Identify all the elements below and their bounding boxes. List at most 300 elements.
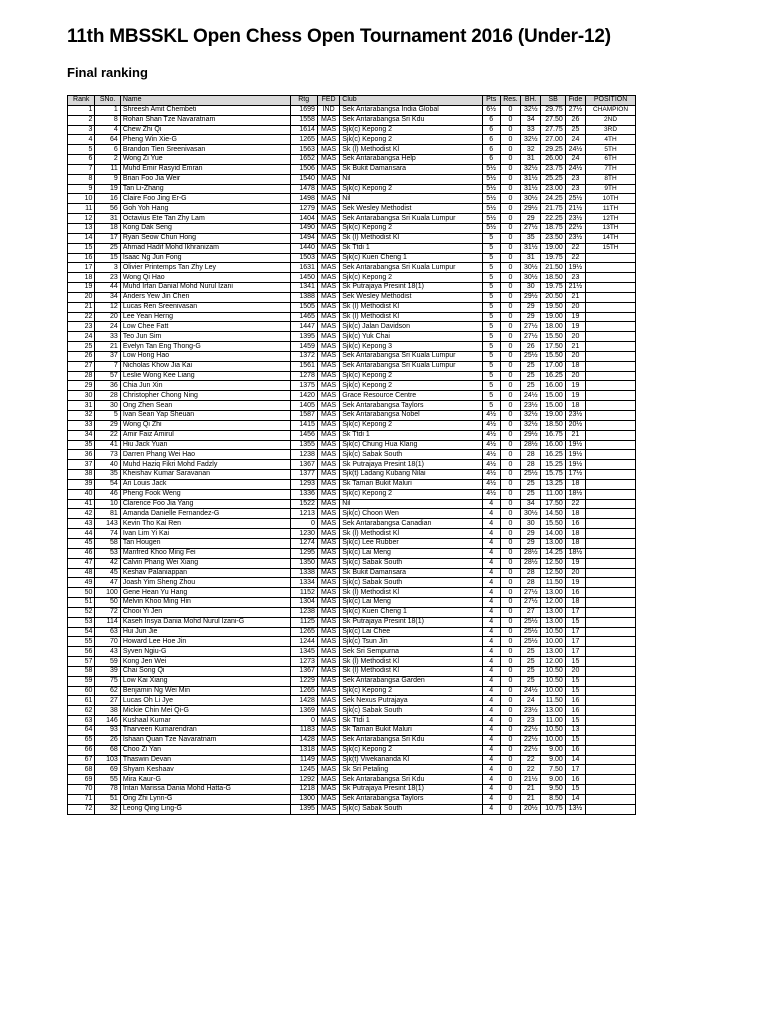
cell-position: 14TH: [586, 233, 636, 243]
cell-fide: 25: [565, 125, 585, 135]
cell-rank: 54: [68, 627, 95, 637]
table-row: [68, 794, 636, 804]
cell-rank: 45: [68, 538, 95, 548]
cell-rtg: 1336: [290, 489, 317, 499]
cell-club: Sjk(c) Kepong 2: [340, 273, 482, 283]
cell-bh: 25: [521, 361, 541, 371]
cell-res: 0: [500, 450, 520, 460]
cell-sb: 23.75: [541, 164, 565, 174]
cell-pts: 5½: [482, 194, 500, 204]
cell-sno: 33: [95, 332, 120, 342]
cell-bh: 24½: [521, 391, 541, 401]
cell-pts: 4: [482, 755, 500, 765]
cell-sb: 16.00: [541, 381, 565, 391]
cell-name: Tan Li-Zhang: [120, 184, 290, 194]
cell-bh: 25½: [521, 637, 541, 647]
table-row: [68, 804, 636, 814]
cell-pts: 4: [482, 499, 500, 509]
table-row: [68, 174, 636, 184]
cell-bh: 23½: [521, 706, 541, 716]
cell-sno: 68: [95, 745, 120, 755]
cell-rtg: 1338: [290, 568, 317, 578]
cell-club: Nil: [340, 194, 482, 204]
cell-bh: 27: [521, 607, 541, 617]
table-row: [68, 450, 636, 460]
cell-sno: 73: [95, 450, 120, 460]
cell-res: 0: [500, 155, 520, 165]
cell-fide: 17: [565, 607, 585, 617]
cell-res: 0: [500, 233, 520, 243]
cell-position: 8TH: [586, 174, 636, 184]
cell-pts: 4: [482, 794, 500, 804]
cell-sno: 47: [95, 578, 120, 588]
cell-sb: 16.00: [541, 440, 565, 450]
cell-bh: 30½: [521, 263, 541, 273]
table-row: [68, 361, 636, 371]
table-row: [68, 253, 636, 263]
cell-res: 0: [500, 598, 520, 608]
cell-rtg: 1293: [290, 479, 317, 489]
cell-position: [586, 519, 636, 529]
cell-fed: MAS: [317, 194, 339, 204]
cell-position: [586, 696, 636, 706]
cell-rtg: 1405: [290, 401, 317, 411]
cell-club: Sjk(c) Sabak South: [340, 578, 482, 588]
table-row: [68, 558, 636, 568]
cell-pts: 4: [482, 529, 500, 539]
cell-sb: 11.50: [541, 578, 565, 588]
cell-fide: 16: [565, 696, 585, 706]
cell-bh: 25½: [521, 470, 541, 480]
cell-club: Sjk(c) Chung Hua Klang: [340, 440, 482, 450]
cell-sb: 22.25: [541, 214, 565, 224]
cell-bh: 24½: [521, 686, 541, 696]
cell-pts: 5: [482, 302, 500, 312]
cell-rtg: 1244: [290, 637, 317, 647]
cell-name: Manfred Khoo Ming Fei: [120, 548, 290, 558]
cell-position: [586, 371, 636, 381]
cell-rank: 13: [68, 223, 95, 233]
cell-position: [586, 450, 636, 460]
cell-sno: 4: [95, 125, 120, 135]
cell-name: Clarence Foo Jia Yang: [120, 499, 290, 509]
cell-name: Isaac Ng Jun Fong: [120, 253, 290, 263]
col-header-sno: SNo.: [95, 96, 120, 106]
table-row: [68, 726, 636, 736]
table-row: [68, 223, 636, 233]
cell-club: Sek Antarabangsa Canadian: [340, 519, 482, 529]
cell-name: Brandon Tien Sreenivasan: [120, 145, 290, 155]
cell-bh: 31: [521, 155, 541, 165]
cell-rtg: 1274: [290, 538, 317, 548]
cell-rank: 7: [68, 164, 95, 174]
cell-rtg: 1367: [290, 460, 317, 470]
cell-pts: 5: [482, 292, 500, 302]
cell-position: [586, 460, 636, 470]
cell-rtg: 1505: [290, 302, 317, 312]
cell-bh: 22: [521, 765, 541, 775]
cell-pts: 4: [482, 607, 500, 617]
cell-fed: MAS: [317, 164, 339, 174]
cell-fed: MAS: [317, 696, 339, 706]
cell-name: Ishaan Quan Tze Navaratnam: [120, 735, 290, 745]
cell-fed: MAS: [317, 755, 339, 765]
cell-pts: 4: [482, 568, 500, 578]
cell-position: 7TH: [586, 164, 636, 174]
cell-rank: 50: [68, 588, 95, 598]
cell-res: 0: [500, 332, 520, 342]
cell-fed: MAS: [317, 588, 339, 598]
cell-pts: 5: [482, 391, 500, 401]
cell-sb: 12.00: [541, 598, 565, 608]
cell-pts: 5: [482, 243, 500, 253]
cell-name: Lucas Ren Sreenivasan: [120, 302, 290, 312]
table-row: [68, 184, 636, 194]
cell-res: 0: [500, 273, 520, 283]
cell-bh: 28½: [521, 440, 541, 450]
cell-rtg: 1404: [290, 214, 317, 224]
cell-fed: MAS: [317, 568, 339, 578]
cell-sb: 9.00: [541, 775, 565, 785]
cell-rank: 20: [68, 292, 95, 302]
cell-res: 0: [500, 115, 520, 125]
cell-club: Sjk(c) Kuen Cheng 1: [340, 607, 482, 617]
cell-fide: 19: [565, 578, 585, 588]
cell-fed: MAS: [317, 273, 339, 283]
cell-rtg: 1265: [290, 135, 317, 145]
cell-sb: 11.50: [541, 696, 565, 706]
cell-sno: 35: [95, 470, 120, 480]
cell-name: Goh Yoh Hang: [120, 204, 290, 214]
cell-sb: 19.00: [541, 411, 565, 421]
cell-sno: 17: [95, 233, 120, 243]
cell-fide: 22½: [565, 223, 585, 233]
cell-pts: 5: [482, 351, 500, 361]
cell-name: Kong Jen Wei: [120, 657, 290, 667]
cell-pts: 5: [482, 312, 500, 322]
cell-rank: 60: [68, 686, 95, 696]
cell-name: Kheishav Kumar Saravanan: [120, 470, 290, 480]
table-header-row: [68, 96, 636, 106]
cell-fide: 16: [565, 745, 585, 755]
cell-fed: MAS: [317, 558, 339, 568]
cell-rank: 29: [68, 381, 95, 391]
cell-club: Sjk(c) Sabak South: [340, 558, 482, 568]
cell-bh: 27½: [521, 322, 541, 332]
cell-rank: 8: [68, 174, 95, 184]
cell-name: Pheng Fook Weng: [120, 489, 290, 499]
cell-rank: 23: [68, 322, 95, 332]
cell-fide: 16: [565, 588, 585, 598]
col-header-rtg: Rtg: [290, 96, 317, 106]
cell-res: 0: [500, 460, 520, 470]
table-row: [68, 686, 636, 696]
cell-res: 0: [500, 647, 520, 657]
cell-res: 0: [500, 617, 520, 627]
table-row: [68, 155, 636, 165]
cell-fed: MAS: [317, 351, 339, 361]
col-header-name: Name: [120, 96, 290, 106]
cell-fide: 18: [565, 401, 585, 411]
cell-rank: 61: [68, 696, 95, 706]
cell-club: Sek Antarabangsa Sri Kuala Lumpur: [340, 263, 482, 273]
cell-name: Keshav Palaniappan: [120, 568, 290, 578]
cell-pts: 5: [482, 342, 500, 352]
table-row: [68, 696, 636, 706]
cell-bh: 29: [521, 529, 541, 539]
cell-bh: 27½: [521, 332, 541, 342]
cell-fed: MAS: [317, 125, 339, 135]
cell-rank: 18: [68, 273, 95, 283]
cell-name: Darren Phang Wei Hao: [120, 450, 290, 460]
cell-club: Sek Antarabangsa Sri Kdu: [340, 115, 482, 125]
cell-club: Sek Antarabangsa India Global: [340, 105, 482, 115]
cell-res: 0: [500, 292, 520, 302]
cell-sno: 18: [95, 223, 120, 233]
cell-sno: 56: [95, 204, 120, 214]
cell-fide: 23: [565, 273, 585, 283]
cell-fide: 16: [565, 775, 585, 785]
cell-bh: 24: [521, 696, 541, 706]
cell-bh: 32½: [521, 135, 541, 145]
cell-rank: 52: [68, 607, 95, 617]
cell-res: 0: [500, 607, 520, 617]
cell-position: [586, 538, 636, 548]
cell-club: Nil: [340, 174, 482, 184]
cell-position: [586, 588, 636, 598]
cell-club: Sk (l) Methodist Kl: [340, 302, 482, 312]
cell-bh: 28: [521, 460, 541, 470]
cell-res: 0: [500, 726, 520, 736]
cell-position: [586, 479, 636, 489]
table-row: [68, 598, 636, 608]
cell-fide: 13½: [565, 804, 585, 814]
table-row: [68, 233, 636, 243]
cell-sb: 13.00: [541, 617, 565, 627]
table-row: [68, 568, 636, 578]
cell-sb: 20.50: [541, 292, 565, 302]
table-row: [68, 411, 636, 421]
cell-name: Wong Qi Hao: [120, 273, 290, 283]
cell-bh: 25: [521, 489, 541, 499]
cell-res: 0: [500, 735, 520, 745]
cell-res: 0: [500, 351, 520, 361]
cell-bh: 34: [521, 499, 541, 509]
cell-pts: 5½: [482, 164, 500, 174]
cell-bh: 22½: [521, 745, 541, 755]
ranking-table: [67, 95, 636, 815]
cell-sno: 7: [95, 361, 120, 371]
cell-res: 0: [500, 755, 520, 765]
cell-name: Tan Hougen: [120, 538, 290, 548]
cell-res: 0: [500, 401, 520, 411]
cell-fed: MAS: [317, 637, 339, 647]
cell-fide: 20: [565, 371, 585, 381]
cell-position: [586, 647, 636, 657]
cell-sno: 24: [95, 322, 120, 332]
cell-fide: 19½: [565, 450, 585, 460]
cell-bh: 25: [521, 381, 541, 391]
cell-fed: MAS: [317, 479, 339, 489]
cell-bh: 30: [521, 519, 541, 529]
cell-fed: MAS: [317, 657, 339, 667]
table-row: [68, 322, 636, 332]
cell-rtg: 1152: [290, 588, 317, 598]
table-row: [68, 135, 636, 145]
cell-sno: 40: [95, 460, 120, 470]
cell-bh: 31½: [521, 184, 541, 194]
cell-sno: 2: [95, 155, 120, 165]
cell-res: 0: [500, 204, 520, 214]
cell-sno: 78: [95, 785, 120, 795]
cell-sno: 23: [95, 273, 120, 283]
cell-position: [586, 381, 636, 391]
cell-rank: 62: [68, 706, 95, 716]
cell-sno: 51: [95, 794, 120, 804]
cell-fed: MAS: [317, 253, 339, 263]
cell-rank: 56: [68, 647, 95, 657]
cell-res: 0: [500, 765, 520, 775]
cell-res: 0: [500, 538, 520, 548]
cell-sno: 38: [95, 706, 120, 716]
table-row: [68, 440, 636, 450]
cell-pts: 4½: [482, 430, 500, 440]
cell-position: [586, 529, 636, 539]
cell-pts: 6: [482, 115, 500, 125]
cell-position: 13TH: [586, 223, 636, 233]
cell-pts: 4: [482, 617, 500, 627]
cell-bh: 29½: [521, 430, 541, 440]
cell-club: Sjk(c) Kepong 2: [340, 745, 482, 755]
cell-fide: 20: [565, 666, 585, 676]
cell-sb: 13.00: [541, 588, 565, 598]
cell-sb: 10.00: [541, 735, 565, 745]
cell-sno: 42: [95, 558, 120, 568]
cell-pts: 4½: [482, 470, 500, 480]
cell-pts: 4: [482, 558, 500, 568]
cell-name: Calvin Phang Wei Xiang: [120, 558, 290, 568]
cell-pts: 5½: [482, 204, 500, 214]
cell-rtg: 1506: [290, 164, 317, 174]
cell-bh: 28: [521, 568, 541, 578]
cell-pts: 4: [482, 588, 500, 598]
cell-fed: MAS: [317, 460, 339, 470]
cell-rtg: 1245: [290, 765, 317, 775]
table-row: [68, 401, 636, 411]
cell-club: Sjk(c) Kepong 2: [340, 686, 482, 696]
cell-bh: 30½: [521, 509, 541, 519]
cell-sno: 34: [95, 292, 120, 302]
cell-pts: 6½: [482, 105, 500, 115]
cell-fed: MAS: [317, 361, 339, 371]
cell-sb: 15.25: [541, 460, 565, 470]
cell-res: 0: [500, 283, 520, 293]
table-row: [68, 283, 636, 293]
cell-sb: 18.00: [541, 322, 565, 332]
cell-name: Evelyn Tan Eng Thong-G: [120, 342, 290, 352]
cell-sno: 43: [95, 647, 120, 657]
cell-fed: MAS: [317, 726, 339, 736]
cell-sno: 103: [95, 755, 120, 765]
cell-sno: 41: [95, 440, 120, 450]
cell-position: [586, 726, 636, 736]
cell-rtg: 1503: [290, 253, 317, 263]
cell-club: Sk Sri Petaling: [340, 765, 482, 775]
cell-bh: 32½: [521, 411, 541, 421]
cell-club: Sek Antarabangsa Sri Kuala Lumpur: [340, 214, 482, 224]
cell-fide: 20: [565, 332, 585, 342]
cell-fide: 18½: [565, 548, 585, 558]
cell-pts: 4: [482, 627, 500, 637]
cell-fide: 23: [565, 184, 585, 194]
cell-res: 0: [500, 509, 520, 519]
cell-position: [586, 253, 636, 263]
cell-sno: 6: [95, 145, 120, 155]
table-row: [68, 765, 636, 775]
cell-position: [586, 391, 636, 401]
cell-rank: 66: [68, 745, 95, 755]
cell-pts: 4: [482, 666, 500, 676]
cell-rtg: 1456: [290, 430, 317, 440]
cell-bh: 27½: [521, 223, 541, 233]
cell-sb: 17.00: [541, 361, 565, 371]
cell-club: Sjk(c) Kepong 2: [340, 223, 482, 233]
cell-res: 0: [500, 794, 520, 804]
cell-rtg: 1388: [290, 292, 317, 302]
cell-rtg: 1265: [290, 686, 317, 696]
cell-res: 0: [500, 470, 520, 480]
cell-bh: 25: [521, 647, 541, 657]
cell-club: Sek Nexus Putrajaya: [340, 696, 482, 706]
cell-bh: 25: [521, 666, 541, 676]
cell-res: 0: [500, 223, 520, 233]
cell-fed: MAS: [317, 509, 339, 519]
cell-pts: 4: [482, 745, 500, 755]
col-header-rank: Rank: [68, 96, 95, 106]
cell-club: Sek Antarabangsa Sri Kuala Lumpur: [340, 351, 482, 361]
cell-rtg: 1490: [290, 223, 317, 233]
cell-position: [586, 342, 636, 352]
cell-bh: 32½: [521, 164, 541, 174]
cell-fide: 18: [565, 538, 585, 548]
cell-sb: 9.00: [541, 755, 565, 765]
cell-res: 0: [500, 775, 520, 785]
cell-name: Lee Yean Herng: [120, 312, 290, 322]
cell-res: 0: [500, 479, 520, 489]
cell-pts: 4: [482, 657, 500, 667]
cell-bh: 28: [521, 450, 541, 460]
cell-pts: 5: [482, 401, 500, 411]
cell-sb: 9.00: [541, 745, 565, 755]
cell-sno: 3: [95, 263, 120, 273]
cell-rtg: 1350: [290, 558, 317, 568]
cell-fide: 25½: [565, 194, 585, 204]
cell-sb: 11.00: [541, 489, 565, 499]
cell-name: Tharveen Kumarendran: [120, 726, 290, 736]
cell-club: Sk Ttdi 1: [340, 716, 482, 726]
cell-pts: 4: [482, 676, 500, 686]
col-header-fide: Fide: [565, 96, 585, 106]
cell-rtg: 1278: [290, 371, 317, 381]
cell-sno: 45: [95, 568, 120, 578]
cell-res: 0: [500, 529, 520, 539]
cell-bh: 22½: [521, 735, 541, 745]
cell-rtg: 1265: [290, 627, 317, 637]
cell-rtg: 1563: [290, 145, 317, 155]
cell-fed: MAS: [317, 716, 339, 726]
cell-position: [586, 548, 636, 558]
cell-rank: 4: [68, 135, 95, 145]
